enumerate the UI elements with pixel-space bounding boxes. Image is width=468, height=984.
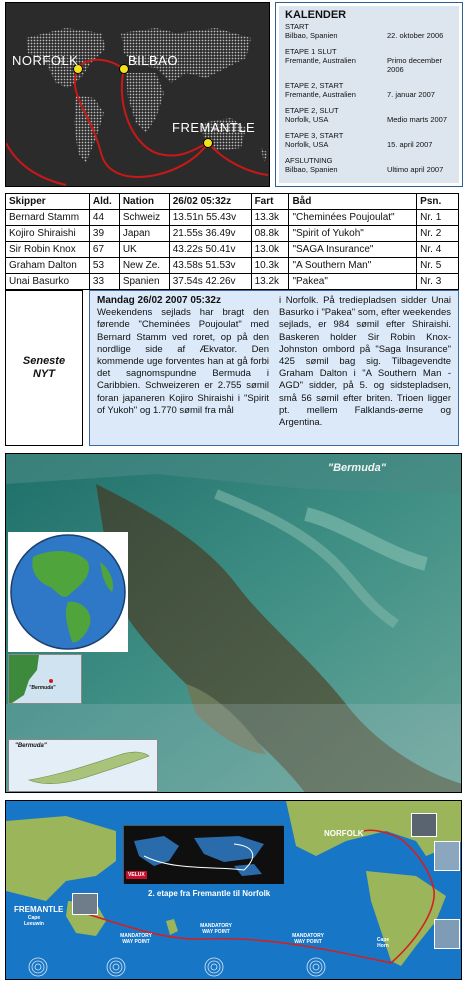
fremantle-marker xyxy=(204,139,213,148)
velux-logo: VELUX xyxy=(128,872,145,878)
news-column-1 xyxy=(97,295,269,441)
map-label-fremantle: FREMANTLE xyxy=(172,120,256,135)
col-header-nation: Nation xyxy=(119,194,169,210)
table-row: Bernard Stamm 44 Schweiz 13.51n 55.43v 13.3k "Cheminées Poujoulat" Nr. 1 xyxy=(6,210,459,226)
bermuda-island-inset xyxy=(8,739,158,792)
calendar-entry: ETAPE 1 SLUT Fremantle, Australien Primo december 2006 xyxy=(285,47,443,74)
news-article xyxy=(89,290,459,446)
news-label: Seneste NYT xyxy=(22,355,66,380)
yacht-photo-thumb xyxy=(434,841,460,871)
col-header-rank: Psn. xyxy=(417,194,459,210)
calendar-entry: ETAPE 3, START Norfolk, USA 15. april 2007 xyxy=(285,131,433,149)
mini-inset-label: "Bermuda" xyxy=(29,685,56,691)
standings-table xyxy=(5,193,459,290)
coast-graphic xyxy=(9,655,82,704)
route-label-cape-horn: Cape Horn xyxy=(376,937,390,949)
calendar-entry: ETAPE 2, SLUT Norfolk, USA Medio marts 2007 xyxy=(285,106,448,124)
col-header-speed: Fart xyxy=(251,194,289,210)
calendar-title: KALENDER xyxy=(285,9,347,21)
route-title: 2. etape fra Fremantle til Norfolk xyxy=(148,889,271,898)
world-route-map xyxy=(5,2,270,187)
waypoint-label-1: MANDATORY WAY POINT xyxy=(120,933,152,945)
coast-inset-map xyxy=(8,654,82,704)
col-header-position: 26/02 05:32z xyxy=(169,194,251,210)
bermuda-inset-label: "Bermuda" xyxy=(15,743,47,749)
table-row: Kojiro Shiraishi 39 Japan 21.55s 36.49v 08.8k "Spirit of Yukoh" Nr. 2 xyxy=(6,226,459,242)
leg-route-map xyxy=(5,800,462,980)
fremantle-photo-thumb xyxy=(72,893,98,915)
route-label-fremantle: FREMANTLE xyxy=(14,905,64,914)
globe-inset-map xyxy=(8,532,128,652)
globe-graphic xyxy=(8,532,128,652)
waypoint-label-3: MANDATORY WAY POINT xyxy=(292,933,324,945)
col-header-skipper: Skipper xyxy=(6,194,90,210)
news-body-1: Weekendens sejlads har bragt den førende "Cheminées Poujoulat" med Bernard Stamm ved roret, op på den nordlige side af Ækvator. Den kommende uge forventes han at gå forbi det sagnomspundne Bermuda i Caribbien. Schweizeren er 2.755 sømil foran japaneren Kojiro Shiraishi i "Spirit of Yukoh" og 1.770 sømil fra mål xyxy=(97,307,269,416)
route-inset-world-map xyxy=(123,825,283,883)
norfolk-photo-thumb xyxy=(411,813,437,837)
yacht-photo-thumb-2 xyxy=(434,919,460,949)
route-label-cape-leeuwin: Cape Leeuwin xyxy=(23,915,44,927)
inset-world-graphic xyxy=(124,826,284,884)
calendar-entry: ETAPE 2, START Fremantle, Australien 7. januar 2007 xyxy=(285,81,435,99)
news-headline: Mandag 26/02 2007 05:32z xyxy=(97,295,221,306)
map-label-norfolk: NORFOLK xyxy=(12,53,79,68)
news-body-2: i Norfolk. På trediepladsen sidder Unai Basurko i "Pakea" som, efter weekendes sejlads, er 984 sømil efter Shiraishi. Baskeren holder Sir Robin Knox-Johnston ombord på "Saga Insurance" 425 sømil bag sig. Tilbagevendte Graham Dalton i "A Southern Man - AGD" sidder, på 5. og sidstepladsen, små 56 sømil efter briten. Trioen ligger pt. mellem Falklands-øerne og Argentina. xyxy=(279,295,451,429)
table-row: Unai Basurko 33 Spanien 37.54s 42.26v 13.2k "Pakea" Nr. 3 xyxy=(6,274,459,290)
table-row: Graham Dalton 53 New Ze. 43.58s 51.53v 10.3k "A Southern Man" Nr. 5 xyxy=(6,258,459,274)
news-label-box xyxy=(5,290,83,446)
map-label-bilbao: BILBAO xyxy=(128,53,178,68)
calendar-entry: AFSLUTNING Bilbao, Spanien Ultimo april 2007 xyxy=(285,156,444,174)
col-header-boat: Båd xyxy=(289,194,417,210)
waypoint-label-2: MANDATORY WAY POINT xyxy=(200,923,232,935)
world-map-graphic xyxy=(6,3,270,187)
table-row: Sir Robin Knox 67 UK 43.22s 50.41v 13.0k "SAGA Insurance" Nr. 4 xyxy=(6,242,459,258)
photo-caption: "Bermuda" xyxy=(327,462,386,474)
bermuda-aerial-photo xyxy=(5,453,462,793)
route-label-norfolk: NORFOLK xyxy=(324,829,364,838)
calendar-entry: START Bilbao, Spanien 22. oktober 2006 xyxy=(285,22,444,40)
news-column-2 xyxy=(279,295,451,441)
calendar-panel xyxy=(275,2,463,187)
table-header-row xyxy=(6,194,459,210)
col-header-age: Ald. xyxy=(89,194,119,210)
